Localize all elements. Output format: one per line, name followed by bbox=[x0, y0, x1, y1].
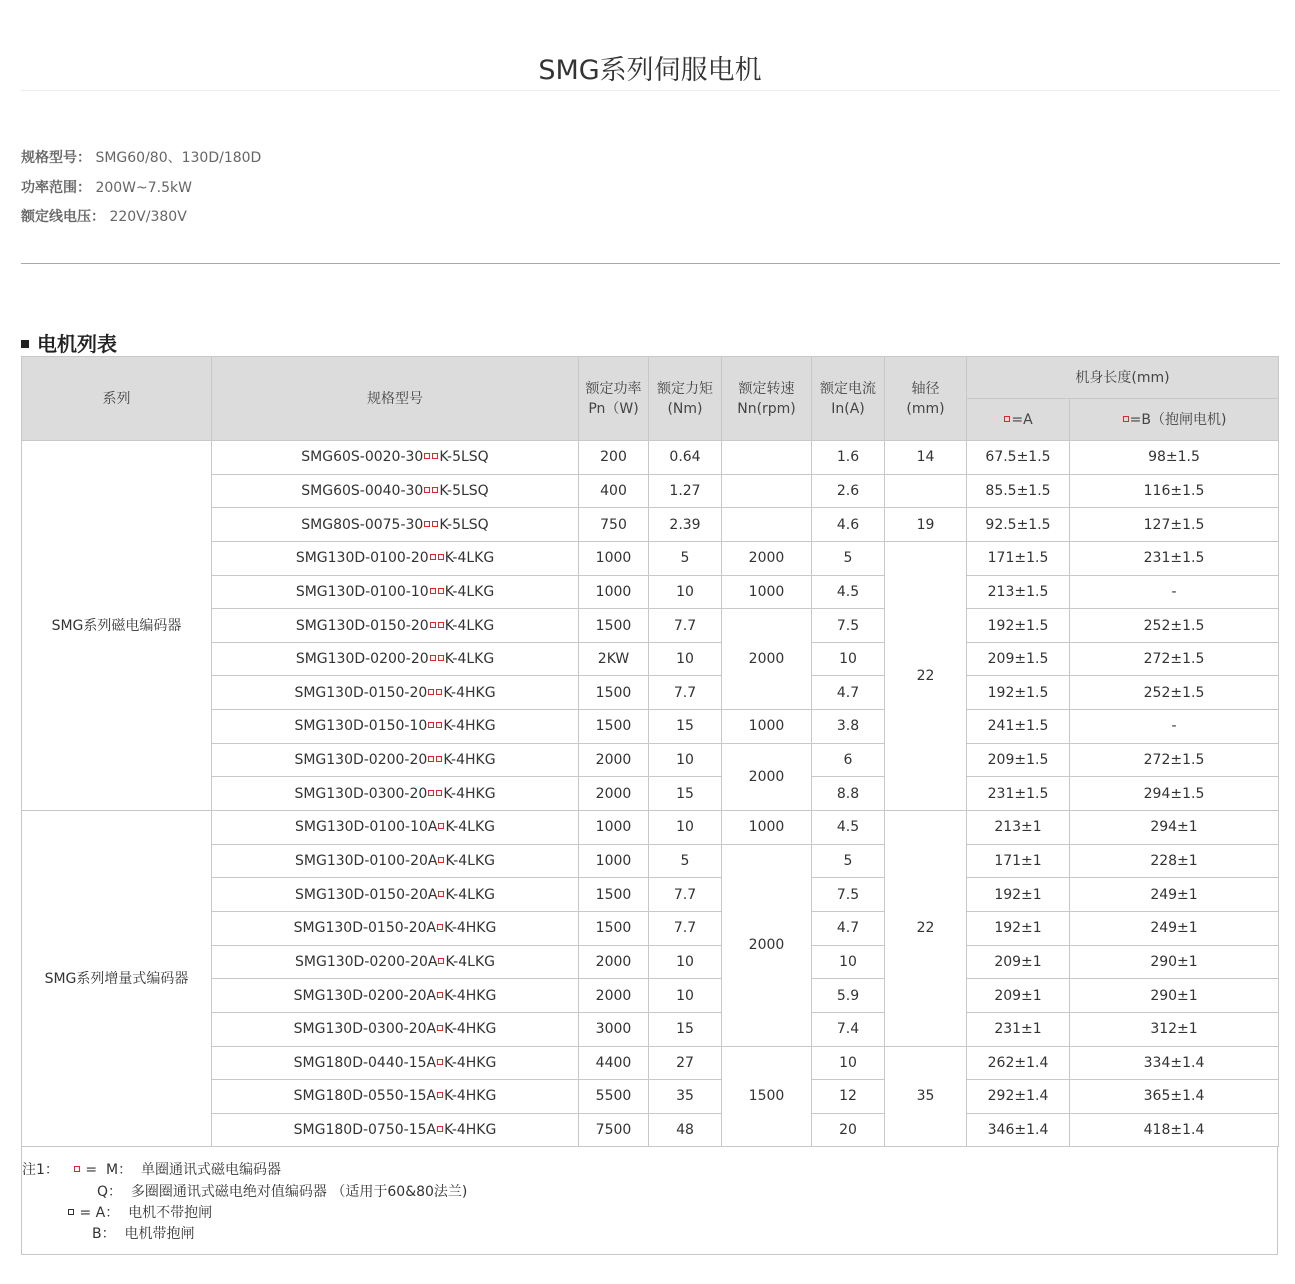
current-cell: 4.7 bbox=[812, 676, 885, 710]
placeholder-box-icon bbox=[438, 823, 444, 829]
power-cell: 5500 bbox=[579, 1080, 649, 1114]
model-cell: SMG180D-0440-15A K-4HKG bbox=[212, 1046, 579, 1080]
length-a-cell: 262±1.4 bbox=[967, 1046, 1070, 1080]
spec-power bbox=[21, 176, 261, 206]
header-length-b: =B（抱闸电机) bbox=[1070, 399, 1279, 441]
model-cell: SMG130D-0150-20A K-4LKG bbox=[212, 878, 579, 912]
torque-cell: 2.39 bbox=[649, 508, 722, 542]
note-line-a: = A： 电机不带抱闸 bbox=[67, 1202, 212, 1222]
length-b-cell: 418±1.4 bbox=[1070, 1113, 1279, 1147]
model-cell: SMG130D-0150-20A K-4HKG bbox=[212, 911, 579, 945]
length-b-cell: 365±1.4 bbox=[1070, 1080, 1279, 1114]
power-cell: 1500 bbox=[579, 609, 649, 643]
note-line-q: Q： 多圈圈通讯式磁电绝对值编码器 （适用于60&80法兰) bbox=[97, 1184, 468, 1200]
current-cell: 4.5 bbox=[812, 575, 885, 609]
length-a-cell: 346±1.4 bbox=[967, 1113, 1070, 1147]
torque-cell: 15 bbox=[649, 1012, 722, 1046]
shaft-cell: 19 bbox=[885, 508, 967, 542]
model-cell: SMG130D-0200-20A K-4HKG bbox=[212, 979, 579, 1013]
current-cell: 6 bbox=[812, 743, 885, 777]
placeholder-box-icon bbox=[436, 722, 442, 728]
model-cell: SMG130D-0300-20A K-4HKG bbox=[212, 1012, 579, 1046]
current-cell: 7.5 bbox=[812, 609, 885, 643]
torque-cell: 5 bbox=[649, 541, 722, 575]
current-cell: 10 bbox=[812, 1046, 885, 1080]
power-cell: 2000 bbox=[579, 979, 649, 1013]
current-cell: 4.6 bbox=[812, 508, 885, 542]
spec-voltage bbox=[21, 205, 261, 235]
table-row bbox=[22, 441, 1279, 475]
torque-cell: 7.7 bbox=[649, 911, 722, 945]
table-row bbox=[22, 811, 1279, 845]
placeholder-box-icon bbox=[438, 588, 444, 594]
torque-cell: 1.27 bbox=[649, 474, 722, 508]
length-b-cell: 290±1 bbox=[1070, 945, 1279, 979]
current-cell: 5 bbox=[812, 541, 885, 575]
speed-cell: 1000 bbox=[722, 811, 812, 845]
current-cell: 5.9 bbox=[812, 979, 885, 1013]
current-cell: 7.4 bbox=[812, 1012, 885, 1046]
length-b-cell: 252±1.5 bbox=[1070, 609, 1279, 643]
torque-cell: 27 bbox=[649, 1046, 722, 1080]
length-a-cell: 292±1.4 bbox=[967, 1080, 1070, 1114]
power-cell: 750 bbox=[579, 508, 649, 542]
model-cell: SMG130D-0150-20 K-4LKG bbox=[212, 609, 579, 643]
model-cell: SMG130D-0200-20 K-4HKG bbox=[212, 743, 579, 777]
power-cell: 200 bbox=[579, 441, 649, 475]
length-a-cell: 192±1.5 bbox=[967, 676, 1070, 710]
placeholder-box-icon bbox=[428, 790, 434, 796]
spec-power-key: 功率范围： bbox=[21, 179, 91, 196]
length-b-cell: 228±1 bbox=[1070, 844, 1279, 878]
length-a-cell: 209±1.5 bbox=[967, 743, 1070, 777]
spec-voltage-value: 220V/380V bbox=[109, 209, 187, 225]
length-a-cell: 192±1 bbox=[967, 878, 1070, 912]
torque-cell: 10 bbox=[649, 575, 722, 609]
length-a-cell: 241±1.5 bbox=[967, 710, 1070, 744]
length-b-cell: 249±1 bbox=[1070, 911, 1279, 945]
placeholder-box-icon bbox=[68, 1209, 74, 1215]
spec-list bbox=[21, 146, 261, 235]
current-cell: 2.6 bbox=[812, 474, 885, 508]
placeholder-box-icon bbox=[428, 756, 434, 762]
speed-cell: 1000 bbox=[722, 575, 812, 609]
header-length-a: =A bbox=[967, 399, 1070, 441]
power-cell: 1500 bbox=[579, 676, 649, 710]
torque-cell: 7.7 bbox=[649, 676, 722, 710]
current-cell: 1.6 bbox=[812, 441, 885, 475]
torque-cell: 10 bbox=[649, 979, 722, 1013]
placeholder-box-icon bbox=[430, 622, 436, 628]
length-b-cell: 272±1.5 bbox=[1070, 642, 1279, 676]
model-cell: SMG180D-0550-15A K-4HKG bbox=[212, 1080, 579, 1114]
series-cell: SMG系列磁电编码器 bbox=[22, 441, 212, 811]
power-cell: 400 bbox=[579, 474, 649, 508]
placeholder-box-icon bbox=[437, 992, 443, 998]
length-a-cell: 171±1.5 bbox=[967, 541, 1070, 575]
model-cell: SMG130D-0300-20 K-4HKG bbox=[212, 777, 579, 811]
note-line-b: B： 电机带抱闸 bbox=[92, 1226, 195, 1242]
placeholder-box-icon bbox=[428, 689, 434, 695]
length-b-cell: 98±1.5 bbox=[1070, 441, 1279, 475]
notes-box bbox=[21, 1146, 1278, 1255]
placeholder-box-icon bbox=[437, 1126, 443, 1132]
page-title: SMG系列伺服电机 bbox=[538, 55, 762, 86]
length-a-cell: 209±1 bbox=[967, 945, 1070, 979]
current-cell: 7.5 bbox=[812, 878, 885, 912]
current-cell: 10 bbox=[812, 642, 885, 676]
length-a-cell: 231±1 bbox=[967, 1012, 1070, 1046]
placeholder-box-icon bbox=[438, 622, 444, 628]
model-cell: SMG80S-0075-30 K-5LSQ bbox=[212, 508, 579, 542]
header-torque: 额定力矩 (Nm) bbox=[649, 357, 722, 441]
placeholder-box-icon bbox=[438, 891, 444, 897]
section-divider bbox=[21, 263, 1280, 264]
power-cell: 1500 bbox=[579, 878, 649, 912]
title-divider bbox=[21, 90, 1280, 91]
length-b-cell: 252±1.5 bbox=[1070, 676, 1279, 710]
header-model: 规格型号 bbox=[212, 357, 579, 441]
length-b-cell: 249±1 bbox=[1070, 878, 1279, 912]
length-b-cell: - bbox=[1070, 575, 1279, 609]
current-cell: 5 bbox=[812, 844, 885, 878]
power-cell: 3000 bbox=[579, 1012, 649, 1046]
model-cell: SMG130D-0200-20 K-4LKG bbox=[212, 642, 579, 676]
placeholder-box-icon bbox=[438, 554, 444, 560]
length-a-cell: 213±1.5 bbox=[967, 575, 1070, 609]
placeholder-box-icon bbox=[430, 588, 436, 594]
note-line-m: 注1： = M： 单圈通讯式磁电编码器 bbox=[22, 1162, 282, 1178]
placeholder-box-icon bbox=[424, 453, 430, 459]
model-cell: SMG130D-0100-20 K-4LKG bbox=[212, 541, 579, 575]
placeholder-box-icon bbox=[428, 722, 434, 728]
model-cell: SMG60S-0020-30 K-5LSQ bbox=[212, 441, 579, 475]
section-title-text: 电机列表 bbox=[37, 332, 117, 356]
placeholder-box-icon bbox=[438, 857, 444, 863]
power-cell: 1000 bbox=[579, 811, 649, 845]
placeholder-box-icon bbox=[437, 1025, 443, 1031]
speed-cell bbox=[722, 441, 812, 475]
speed-cell: 2000 bbox=[722, 609, 812, 710]
placeholder-box-icon bbox=[438, 958, 444, 964]
placeholder-box-icon bbox=[436, 689, 442, 695]
length-a-cell: 171±1 bbox=[967, 844, 1070, 878]
placeholder-box-icon bbox=[430, 554, 436, 560]
speed-cell: 1000 bbox=[722, 710, 812, 744]
length-b-cell: 272±1.5 bbox=[1070, 743, 1279, 777]
header-speed: 额定转速 Nn(rpm) bbox=[722, 357, 812, 441]
torque-cell: 10 bbox=[649, 743, 722, 777]
torque-cell: 10 bbox=[649, 642, 722, 676]
model-cell: SMG130D-0200-20A K-4LKG bbox=[212, 945, 579, 979]
power-cell: 2KW bbox=[579, 642, 649, 676]
model-cell: SMG180D-0750-15A K-4HKG bbox=[212, 1113, 579, 1147]
shaft-cell: 14 bbox=[885, 441, 967, 475]
length-b-cell: 231±1.5 bbox=[1070, 541, 1279, 575]
current-cell: 3.8 bbox=[812, 710, 885, 744]
power-cell: 1500 bbox=[579, 710, 649, 744]
speed-cell: 2000 bbox=[722, 844, 812, 1046]
length-b-cell: - bbox=[1070, 710, 1279, 744]
length-a-cell: 192±1 bbox=[967, 911, 1070, 945]
torque-cell: 15 bbox=[649, 777, 722, 811]
speed-cell bbox=[722, 474, 812, 508]
power-cell: 7500 bbox=[579, 1113, 649, 1147]
power-cell: 1500 bbox=[579, 911, 649, 945]
current-cell: 20 bbox=[812, 1113, 885, 1147]
length-a-cell: 92.5±1.5 bbox=[967, 508, 1070, 542]
length-b-cell: 294±1.5 bbox=[1070, 777, 1279, 811]
spec-model-value: SMG60/80、130D/180D bbox=[95, 150, 262, 166]
model-cell: SMG130D-0100-10A K-4LKG bbox=[212, 811, 579, 845]
length-a-cell: 67.5±1.5 bbox=[967, 441, 1070, 475]
torque-cell: 10 bbox=[649, 811, 722, 845]
placeholder-box-icon bbox=[437, 1092, 443, 1098]
length-a-cell: 213±1 bbox=[967, 811, 1070, 845]
header-current: 额定电流 In(A) bbox=[812, 357, 885, 441]
length-b-cell: 127±1.5 bbox=[1070, 508, 1279, 542]
shaft-cell: 35 bbox=[885, 1046, 967, 1147]
header-series: 系列 bbox=[22, 357, 212, 441]
placeholder-box-icon bbox=[436, 756, 442, 762]
model-cell: SMG60S-0040-30 K-5LSQ bbox=[212, 474, 579, 508]
shaft-cell bbox=[885, 474, 967, 508]
header-length: 机身长度(mm) bbox=[967, 357, 1279, 399]
current-cell: 4.5 bbox=[812, 811, 885, 845]
placeholder-box-icon bbox=[430, 655, 436, 661]
header-shaft: 轴径 (mm) bbox=[885, 357, 967, 441]
torque-cell: 35 bbox=[649, 1080, 722, 1114]
power-cell: 1000 bbox=[579, 541, 649, 575]
spec-voltage-key: 额定线电压： bbox=[21, 209, 105, 225]
power-cell: 2000 bbox=[579, 743, 649, 777]
current-cell: 10 bbox=[812, 945, 885, 979]
torque-cell: 7.7 bbox=[649, 878, 722, 912]
length-b-cell: 334±1.4 bbox=[1070, 1046, 1279, 1080]
square-bullet-icon bbox=[21, 340, 29, 348]
model-cell: SMG130D-0150-20 K-4HKG bbox=[212, 676, 579, 710]
spec-model bbox=[21, 146, 261, 176]
header-power: 额定功率 Pn（W) bbox=[579, 357, 649, 441]
table-body bbox=[22, 441, 1279, 1147]
placeholder-box-icon bbox=[432, 453, 438, 459]
length-b-cell: 294±1 bbox=[1070, 811, 1279, 845]
placeholder-box-icon bbox=[438, 655, 444, 661]
placeholder-box-icon bbox=[432, 487, 438, 493]
speed-cell: 2000 bbox=[722, 541, 812, 575]
power-cell: 1000 bbox=[579, 844, 649, 878]
length-a-cell: 85.5±1.5 bbox=[967, 474, 1070, 508]
power-cell: 1000 bbox=[579, 575, 649, 609]
placeholder-box-icon bbox=[437, 1059, 443, 1065]
length-b-cell: 290±1 bbox=[1070, 979, 1279, 1013]
current-cell: 4.7 bbox=[812, 911, 885, 945]
length-b-cell: 116±1.5 bbox=[1070, 474, 1279, 508]
speed-cell: 2000 bbox=[722, 743, 812, 810]
placeholder-box-icon bbox=[436, 790, 442, 796]
torque-cell: 48 bbox=[649, 1113, 722, 1147]
table-header bbox=[22, 357, 1279, 441]
speed-cell: 1500 bbox=[722, 1046, 812, 1147]
torque-cell: 0.64 bbox=[649, 441, 722, 475]
length-b-cell: 312±1 bbox=[1070, 1012, 1279, 1046]
section-title bbox=[21, 328, 117, 357]
placeholder-box-icon bbox=[432, 521, 438, 527]
shaft-cell: 22 bbox=[885, 541, 967, 810]
model-cell: SMG130D-0100-20A K-4LKG bbox=[212, 844, 579, 878]
torque-cell: 7.7 bbox=[649, 609, 722, 643]
power-cell: 4400 bbox=[579, 1046, 649, 1080]
placeholder-box-icon bbox=[424, 487, 430, 493]
placeholder-box-icon bbox=[74, 1166, 80, 1172]
motor-table bbox=[21, 356, 1279, 1147]
torque-cell: 5 bbox=[649, 844, 722, 878]
placeholder-box-icon bbox=[1004, 416, 1010, 422]
length-a-cell: 209±1 bbox=[967, 979, 1070, 1013]
torque-cell: 10 bbox=[649, 945, 722, 979]
length-a-cell: 231±1.5 bbox=[967, 777, 1070, 811]
current-cell: 12 bbox=[812, 1080, 885, 1114]
placeholder-box-icon bbox=[1123, 416, 1129, 422]
power-cell: 2000 bbox=[579, 777, 649, 811]
spec-power-value: 200W~7.5kW bbox=[95, 179, 192, 196]
current-cell: 8.8 bbox=[812, 777, 885, 811]
model-cell: SMG130D-0150-10 K-4HKG bbox=[212, 710, 579, 744]
torque-cell: 15 bbox=[649, 710, 722, 744]
placeholder-box-icon bbox=[424, 521, 430, 527]
model-cell: SMG130D-0100-10 K-4LKG bbox=[212, 575, 579, 609]
series-cell: SMG系列增量式编码器 bbox=[22, 811, 212, 1147]
speed-cell bbox=[722, 508, 812, 542]
length-a-cell: 209±1.5 bbox=[967, 642, 1070, 676]
placeholder-box-icon bbox=[437, 924, 443, 930]
length-a-cell: 192±1.5 bbox=[967, 609, 1070, 643]
power-cell: 2000 bbox=[579, 945, 649, 979]
spec-model-key: 规格型号： bbox=[21, 150, 91, 166]
shaft-cell: 22 bbox=[885, 811, 967, 1046]
